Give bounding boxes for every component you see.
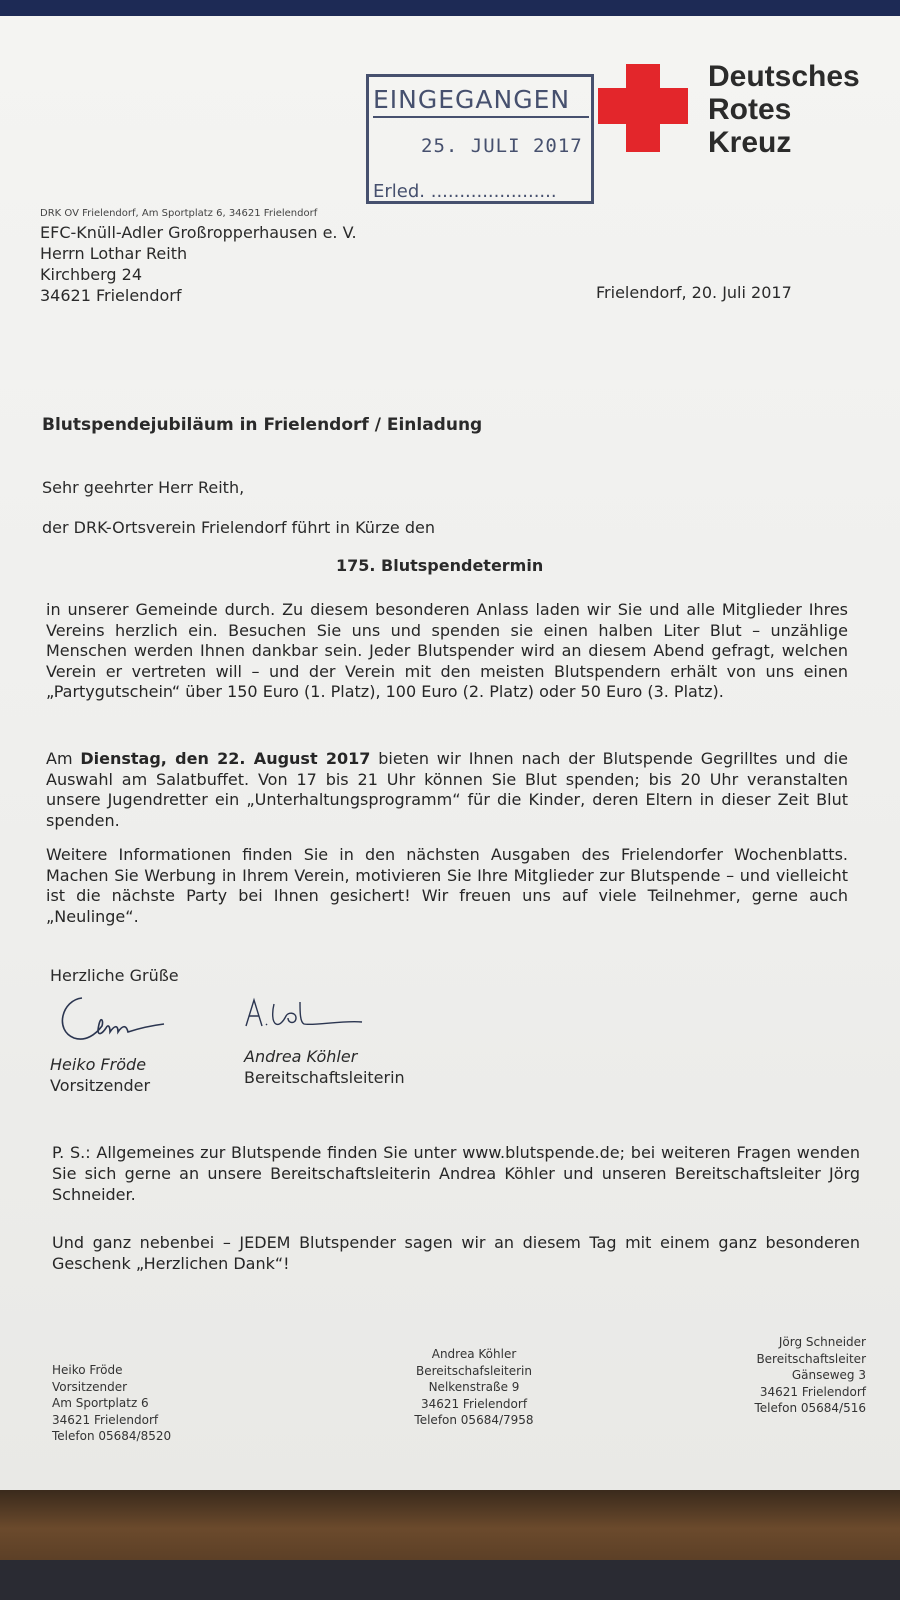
footer-line: Jörg Schneider	[778, 1335, 866, 1349]
event-title: 175. Blutspendetermin	[336, 556, 544, 575]
signer-2	[244, 1046, 405, 1088]
recipient-line: 34621 Frielendorf	[40, 286, 182, 305]
signature-heiko	[52, 990, 192, 1050]
subject-line: Blutspendejubiläum in Frielendorf / Einladung	[42, 415, 483, 435]
postscript: P. S.: Allgemeines zur Blutspende finden Sie unter www.blutspende.de; bei weiteren Fragen wenden Sie sich gerne an unsere Bereitschaftsleiterin Andrea Köhler und unseren Bereitschaftsleiter Jörg Schneider.	[52, 1143, 860, 1204]
recipient-line: EFC-Knüll-Adler Großropperhausen e. V.	[40, 223, 357, 242]
greeting: Herzliche Grüße	[50, 966, 179, 985]
signer-2-name: Andrea Köhler	[244, 1047, 358, 1066]
stamp-title: EINGEGANGEN	[373, 85, 589, 118]
footer-line: Bereitschafsleiterin	[415, 1363, 532, 1378]
floor-edge	[0, 1560, 900, 1600]
signer-1-name: Heiko Fröde	[50, 1055, 147, 1074]
logo-line-2: Rotes	[708, 93, 792, 126]
footer-contact-1	[52, 1362, 171, 1445]
footer-line: Nelkenstraße 9	[428, 1380, 520, 1394]
footer-contact-2	[400, 1346, 548, 1429]
footer-line: Telefon 05684/516	[754, 1401, 866, 1415]
body-paragraph-3: Weitere Informationen finden Sie in den nächsten Ausgaben des Frielendorfer Wochenblatts. Machen Sie Werbung in Ihrem Verein, motivieren Sie Ihre Mitglieder zur Blutspende – und vielleicht ist die nächste Party bei Ihnen gesichert! Wir freuen uns auf viele Teilnehmer, gerne auch „Neulinge“.	[46, 845, 848, 926]
received-stamp	[366, 74, 594, 204]
footer-line: Telefon 05684/8520	[52, 1429, 172, 1443]
footer-line: 34621 Frielendorf	[52, 1412, 159, 1427]
logo-line-3: Kreuz	[708, 126, 792, 159]
p2-date-bold: Dienstag, den 22. August 2017	[80, 749, 371, 768]
footer-line: 34621 Frielendorf	[420, 1396, 528, 1411]
footer-line: Am Sportplatz 6	[52, 1396, 149, 1410]
signer-1-role: Vorsitzender	[50, 1076, 151, 1095]
signer-2-role: Bereitschaftsleiterin	[244, 1068, 405, 1087]
footer-line: Heiko Fröde	[52, 1363, 123, 1377]
recipient-address	[40, 222, 357, 306]
footer-line: Gänseweg 3	[791, 1368, 866, 1382]
p2-post: bieten wir Ihnen nach der Blutspende Gegrilltes und die Auswahl am Salatbuffet. Von 17 bis 21 Uhr können Sie Blut spenden; bis 20 Uhr veranstalten unsere Jugendretter ein „Unterhaltungsprogramm“ für die Kinder, deren Eltern in dieser Zeit Blut spenden.	[46, 749, 848, 830]
stamp-date: 25. JULI 2017	[421, 135, 583, 157]
signature-andrea	[244, 996, 374, 1036]
footer-line: Telefon 05684/7958	[414, 1413, 534, 1427]
closing-note: Und ganz nebenbei – JEDEM Blutspender sagen wir an diesem Tag mit einem ganz besonderen Geschenk „Herzlichen Dank“!	[52, 1233, 860, 1273]
salutation: Sehr geehrter Herr Reith,	[42, 478, 245, 497]
body-paragraph-2	[46, 749, 848, 831]
logo-text	[708, 60, 860, 159]
footer-line: Bereitschaftsleiter	[756, 1351, 866, 1366]
recipient-line: Kirchberg 24	[40, 265, 142, 284]
logo-line-1: Deutsches	[708, 60, 860, 93]
footer-line: Andrea Köhler	[431, 1347, 517, 1361]
body-paragraph-1: in unserer Gemeinde durch. Zu diesem besonderen Anlass laden wir Sie und alle Mitglieder Ihres Vereins herzlich ein. Besuchen Sie uns und spenden sie einen halben Liter Blut – unzählige Menschen werden Ihnen dankbar sein. Jeder Blutspender wird an diesem Abend gefragt, welchen Verein er vertreten will – und der Verein mit den meisten Blutspendern erhält von uns einen „Partygutschein“ über 150 Euro (1. Platz), 100 Euro (2. Platz) oder 50 Euro (3. Platz).	[46, 600, 848, 701]
red-cross-icon-vertical	[626, 64, 660, 152]
stamp-erled: Erled. ......................	[373, 181, 557, 202]
footer-line: 34621 Frielendorf	[759, 1384, 866, 1399]
letter-date: Frielendorf, 20. Juli 2017	[596, 283, 792, 302]
recipient-line: Herrn Lothar Reith	[40, 244, 188, 263]
footer-line: Vorsitzender	[52, 1379, 128, 1394]
p2-pre: Am	[46, 749, 81, 768]
signer-1	[50, 1054, 150, 1096]
sender-line: DRK OV Frielendorf, Am Sportplatz 6, 34621 Frielendorf	[40, 208, 318, 219]
footer-contact-3	[740, 1334, 866, 1417]
intro-line: der DRK-Ortsverein Frielendorf führt in Kürze den	[42, 518, 435, 537]
